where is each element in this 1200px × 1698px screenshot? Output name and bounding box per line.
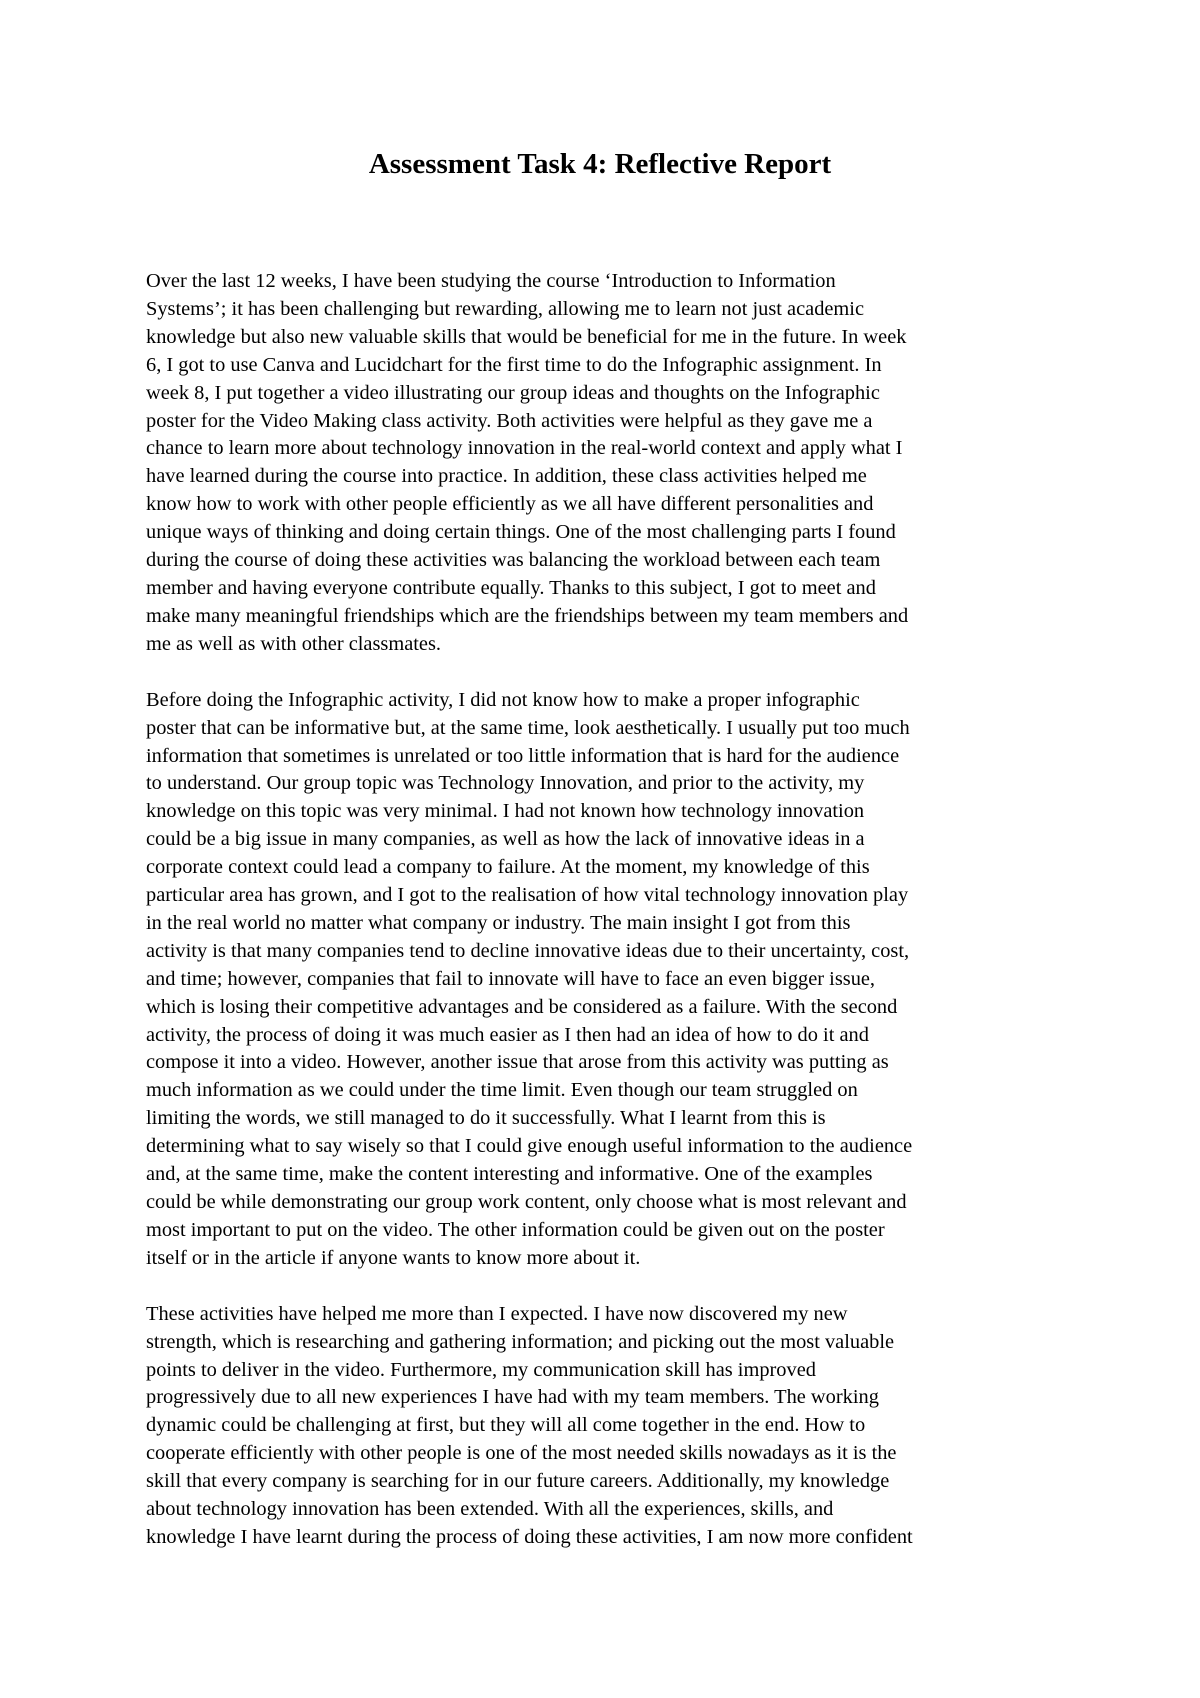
text-line: progressively due to all new experiences I have had with my team members. The working bbox=[146, 1386, 879, 1409]
document-body bbox=[146, 268, 1066, 1580]
text-line: and, at the same time, make the content interesting and informative. One of the examples bbox=[146, 1163, 873, 1186]
text-line: much information as we could under the time limit. Even though our team struggled on bbox=[146, 1079, 858, 1102]
text-line: compose it into a video. However, another issue that arose from this activity was putting as bbox=[146, 1051, 889, 1074]
text-line: knowledge on this topic was very minimal. I had not known how technology innovation bbox=[146, 800, 865, 823]
text-line: make many meaningful friendships which are the friendships between my team members and bbox=[146, 604, 909, 627]
paragraph-2 bbox=[146, 687, 1066, 1273]
text-line: knowledge but also new valuable skills that would be beneficial for me in the future. In week bbox=[146, 325, 907, 348]
text-line: corporate context could lead a company to failure. At the moment, my knowledge of this bbox=[146, 856, 870, 879]
text-line: member and having everyone contribute equally. Thanks to this subject, I got to meet and bbox=[146, 576, 876, 599]
paragraph-1 bbox=[146, 268, 1066, 659]
text-line: information that sometimes is unrelated or too little information that is hard for the audience bbox=[146, 744, 900, 767]
text-line: cooperate efficiently with other people is one of the most needed skills nowadays as it is the bbox=[146, 1442, 897, 1465]
text-line: dynamic could be challenging at first, but they will all come together in the end. How to bbox=[146, 1414, 866, 1437]
paragraph-3 bbox=[146, 1301, 1066, 1552]
text-line: during the course of doing these activities was balancing the workload between each team bbox=[146, 549, 881, 572]
text-line: particular area has grown, and I got to the realisation of how vital technology innovation play bbox=[146, 884, 909, 907]
text-line: activity is that many companies tend to decline innovative ideas due to their uncertainty, cost, bbox=[146, 939, 910, 962]
text-line: poster for the Video Making class activity. Both activities were helpful as they gave me a bbox=[146, 409, 873, 432]
text-line: in the real world no matter what company or industry. The main insight I got from this bbox=[146, 911, 851, 934]
text-line: unique ways of thinking and doing certain things. One of the most challenging parts I found bbox=[146, 521, 896, 544]
text-line: about technology innovation has been extended. With all the experiences, skills, and bbox=[146, 1498, 834, 1521]
text-line: know how to work with other people efficiently as we all have different personalities and bbox=[146, 493, 874, 516]
text-line: poster that can be informative but, at the same time, look aesthetically. I usually put too much bbox=[146, 716, 910, 739]
text-line: Systems’; it has been challenging but rewarding, allowing me to learn not just academic bbox=[146, 297, 865, 320]
text-line: chance to learn more about technology innovation in the real-world context and apply what I bbox=[146, 437, 903, 460]
text-line: points to deliver in the video. Furthermore, my communication skill has improved bbox=[146, 1358, 816, 1381]
text-line: Before doing the Infographic activity, I did not know how to make a proper infographic bbox=[146, 688, 860, 711]
text-line: determining what to say wisely so that I could give enough useful information to the audience bbox=[146, 1135, 913, 1158]
text-line: could be while demonstrating our group work content, only choose what is most relevant and bbox=[146, 1191, 907, 1213]
text-line: limiting the words, we still managed to do it successfully. What I learnt from this is bbox=[146, 1107, 826, 1130]
text-line: me as well as with other classmates. bbox=[146, 632, 442, 655]
text-line: most important to put on the video. The other information could be given out on the poster bbox=[146, 1218, 885, 1241]
document-title: Assessment Task 4: Reflective Report bbox=[368, 148, 832, 180]
text-line: to understand. Our group topic was Technology Innovation, and prior to the activity, my bbox=[146, 772, 865, 795]
text-line: Over the last 12 weeks, I have been studying the course ‘Introduction to Information bbox=[146, 270, 836, 292]
text-line: strength, which is researching and gathering information; and picking out the most valuable bbox=[146, 1330, 895, 1353]
text-line: have learned during the course into practice. In addition, these class activities helped me bbox=[146, 465, 867, 488]
text-line: could be a big issue in many companies, as well as how the lack of innovative ideas in a bbox=[146, 828, 865, 851]
text-line: These activities have helped me more than I expected. I have now discovered my new bbox=[146, 1302, 848, 1325]
text-line: week 8, I put together a video illustrating our group ideas and thoughts on the Infographic bbox=[146, 381, 880, 404]
text-line: and time; however, companies that fail to innovate will have to face an even bigger issue, bbox=[146, 967, 876, 990]
text-line: knowledge I have learnt during the process of doing these activities, I am now more confident bbox=[146, 1525, 913, 1548]
text-line: activity, the process of doing it was much easier as I then had an idea of how to do it and bbox=[146, 1023, 869, 1046]
text-line: which is losing their competitive advantages and be considered as a failure. With the second bbox=[146, 995, 898, 1018]
text-line: itself or in the article if anyone wants to know more about it. bbox=[146, 1246, 641, 1269]
text-line: skill that every company is searching for in our future careers. Additionally, my knowledge bbox=[146, 1470, 890, 1493]
text-line: 6, I got to use Canva and Lucidchart for the first time to do the Infographic assignment. In bbox=[146, 353, 882, 376]
